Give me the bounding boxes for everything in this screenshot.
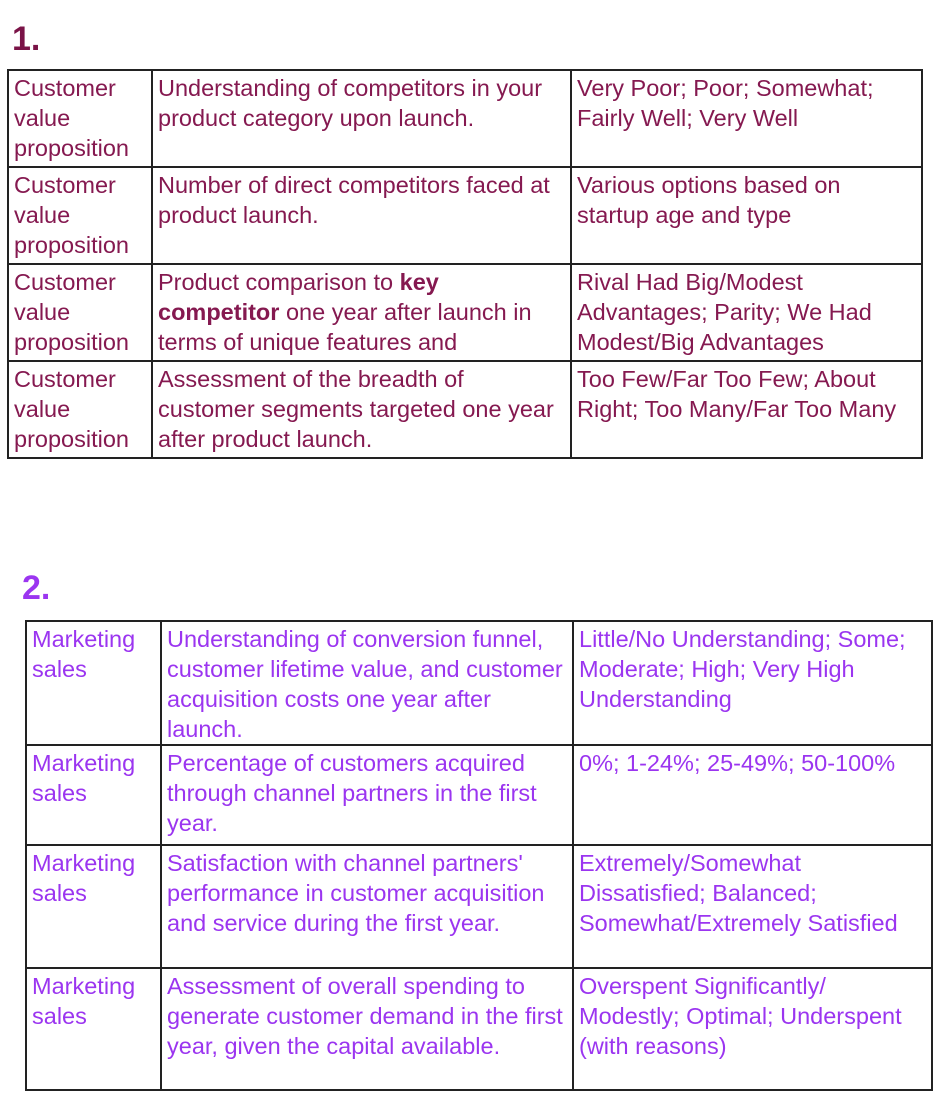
section-2-heading: 2. — [22, 569, 51, 607]
table-row — [8, 167, 922, 264]
customer-value-proposition-table — [7, 69, 923, 459]
table-row — [26, 621, 932, 745]
options-cell: Rival Had Big/Modest Advantages; Parity; We Had Modest/Big Advantages — [571, 264, 922, 361]
question-text-before: Product comparison to — [158, 269, 400, 295]
section-1-heading: 1. — [12, 20, 41, 58]
table-row — [26, 968, 932, 1090]
options-cell: Extremely/Somewhat Dissatisfied; Balanced; Somewhat/Extremely Satisfied — [573, 845, 932, 968]
category-cell: Customer value proposition — [8, 264, 152, 361]
options-cell: Very Poor; Poor; Somewhat; Fairly Well; Very Well — [571, 70, 922, 167]
table-row — [26, 745, 932, 845]
category-cell: Marketing sales — [26, 968, 161, 1090]
question-cell: Number of direct competitors faced at product launch. — [152, 167, 571, 264]
table-row — [8, 361, 922, 458]
question-cell: Assessment of overall spending to generate customer demand in the first year, given the capital available. — [161, 968, 573, 1090]
category-cell: Marketing sales — [26, 745, 161, 845]
question-cell: Satisfaction with channel partners' performance in customer acquisition and service during the first year. — [161, 845, 573, 968]
question-text-bold: key competitor — [158, 269, 439, 325]
question-cell: Assessment of the breadth of customer segments targeted one year after product launch. — [152, 361, 571, 458]
marketing-sales-table — [25, 620, 933, 1091]
table-row — [26, 845, 932, 968]
question-cell — [152, 264, 571, 361]
category-cell: Customer value proposition — [8, 167, 152, 264]
category-cell: Customer value proposition — [8, 70, 152, 167]
question-cell: Understanding of competitors in your product category upon launch. — [152, 70, 571, 167]
category-cell: Marketing sales — [26, 845, 161, 968]
question-cell: Percentage of customers acquired through channel partners in the first year. — [161, 745, 573, 845]
options-cell: 0%; 1-24%; 25-49%; 50-100% — [573, 745, 932, 845]
table-row — [8, 70, 922, 167]
options-cell: Too Few/Far Too Few; About Right; Too Many/Far Too Many — [571, 361, 922, 458]
options-cell: Various options based on startup age and type — [571, 167, 922, 264]
category-cell: Marketing sales — [26, 621, 161, 745]
question-cell: Understanding of conversion funnel, customer lifetime value, and customer acquisition costs one year after launch. — [161, 621, 573, 745]
table-row — [8, 264, 922, 361]
question-text-after: one year after launch in terms of unique features and — [158, 299, 532, 355]
category-cell: Customer value proposition — [8, 361, 152, 458]
options-cell: Little/No Understanding; Some; Moderate; High; Very High Understanding — [573, 621, 932, 745]
options-cell: Overspent Significantly/ Modestly; Optimal; Underspent (with reasons) — [573, 968, 932, 1090]
